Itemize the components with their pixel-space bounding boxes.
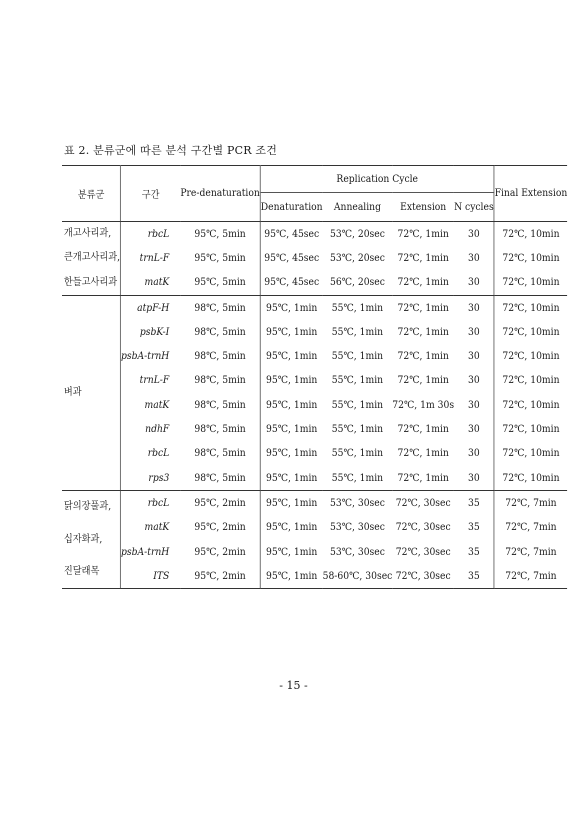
annealing-cell: 55℃, 1min bbox=[331, 424, 384, 436]
region-cell: rbcL bbox=[147, 497, 170, 509]
n-cycles-cell: 30 bbox=[454, 466, 494, 491]
table-row bbox=[62, 246, 567, 270]
extension-cell: 72℃, 30sec bbox=[392, 564, 454, 589]
n-cycles-cell: 30 bbox=[468, 424, 480, 436]
n-cycles-cell: 30 bbox=[468, 228, 480, 240]
region-cell: matK bbox=[144, 399, 170, 411]
family-cell bbox=[62, 491, 121, 589]
annealing-cell: 55℃, 1min bbox=[323, 466, 393, 491]
region-cell: ndhF bbox=[145, 424, 170, 436]
denaturation-cell: 95℃, 1min bbox=[266, 326, 318, 338]
extension-cell: 72℃, 1min bbox=[397, 252, 449, 264]
family-name: 진달래목 bbox=[63, 566, 100, 578]
region-cell: psbA-trnH bbox=[121, 546, 170, 558]
final-extension-cell: 72℃, 7min bbox=[494, 564, 567, 589]
denaturation-cell: 95℃, 1min bbox=[266, 399, 318, 411]
extension-cell: 72℃, 1min bbox=[397, 351, 449, 363]
extension-cell: 72℃, 1min bbox=[397, 375, 449, 387]
denaturation-cell: 95℃, 45sec bbox=[264, 252, 320, 264]
final-extension-cell: 72℃, 10min bbox=[494, 271, 567, 296]
header-pre-denaturation: Pre-denaturation bbox=[180, 166, 260, 222]
extension-cell: 72℃, 1min bbox=[397, 302, 449, 314]
region-cell: psbA-trnH bbox=[121, 351, 170, 363]
pre-denaturation-cell: 95℃, 5min bbox=[180, 246, 260, 270]
denaturation-cell: 95℃, 1min bbox=[266, 302, 318, 314]
header-final-extension: Final Extension bbox=[494, 166, 567, 222]
extension-cell: 72℃, 1min bbox=[392, 271, 454, 296]
annealing-cell: 53℃, 30sec bbox=[330, 546, 385, 558]
table-row bbox=[62, 442, 567, 466]
n-cycles-cell: 30 bbox=[468, 326, 480, 338]
denaturation-cell: 95℃, 45sec bbox=[264, 228, 320, 240]
extension-cell: 72℃, 30sec bbox=[395, 522, 451, 534]
final-extension-cell: 72℃, 10min bbox=[494, 295, 567, 320]
denaturation-cell: 95℃, 1min bbox=[260, 466, 322, 491]
n-cycles-cell: 30 bbox=[468, 399, 480, 411]
table-row bbox=[62, 295, 567, 320]
family-name: 벼과 bbox=[63, 387, 82, 399]
region-cell: rps3 bbox=[121, 466, 181, 491]
denaturation-cell: 95℃, 1min bbox=[266, 448, 318, 460]
extension-cell: 72℃, 1min bbox=[397, 228, 449, 240]
family-name: 십자화과, bbox=[63, 533, 103, 545]
denaturation-cell: 95℃, 1min bbox=[266, 522, 318, 534]
annealing-cell: 55℃, 1min bbox=[331, 351, 384, 363]
family-cell bbox=[62, 295, 121, 490]
denaturation-cell: 95℃, 1min bbox=[266, 375, 318, 387]
final-extension-cell: 72℃, 10min bbox=[494, 442, 567, 466]
annealing-cell: 58-60℃, 30sec bbox=[323, 564, 393, 589]
n-cycles-cell: 30 bbox=[468, 252, 480, 264]
final-extension-cell: 72℃, 10min bbox=[494, 222, 567, 247]
annealing-cell: 55℃, 1min bbox=[331, 448, 384, 460]
annealing-cell: 55℃, 1min bbox=[331, 375, 384, 387]
table-row bbox=[62, 491, 567, 516]
pre-denaturation-cell: 98℃, 5min bbox=[180, 417, 260, 441]
page-number: - 15 - bbox=[279, 679, 308, 692]
extension-cell: 72℃, 1m 30s bbox=[392, 399, 455, 411]
pre-denaturation-cell: 98℃, 5min bbox=[180, 442, 260, 466]
final-extension-cell: 72℃, 10min bbox=[494, 320, 567, 344]
annealing-cell: 55℃, 1min bbox=[331, 302, 384, 314]
denaturation-cell: 95℃, 1min bbox=[266, 424, 318, 436]
table-row bbox=[62, 516, 567, 540]
header-replication-cycle: Replication Cycle bbox=[260, 166, 494, 193]
region-cell: trnL-F bbox=[139, 375, 170, 387]
pre-denaturation-cell: 98℃, 5min bbox=[180, 295, 260, 320]
table-row bbox=[62, 271, 567, 296]
table-caption: 표 2. 분류군에 따른 분석 구간별 PCR 조건 bbox=[64, 144, 278, 157]
header-region: 구간 bbox=[121, 166, 181, 222]
extension-cell: 72℃, 1min bbox=[397, 326, 449, 338]
region-cell: rbcL bbox=[147, 228, 170, 240]
n-cycles-cell: 35 bbox=[468, 522, 480, 534]
table-row bbox=[62, 417, 567, 441]
region-cell: matK bbox=[121, 271, 181, 296]
family-cell bbox=[62, 222, 121, 296]
n-cycles-cell: 30 bbox=[468, 375, 480, 387]
denaturation-cell: 95℃, 1min bbox=[260, 564, 322, 589]
pre-denaturation-cell: 98℃, 5min bbox=[180, 320, 260, 344]
region-cell: matK bbox=[144, 522, 170, 534]
region-cell: ITS bbox=[121, 564, 181, 589]
table-row bbox=[62, 393, 567, 417]
annealing-cell: 55℃, 1min bbox=[331, 399, 384, 411]
header-extension: Extension bbox=[392, 193, 454, 222]
n-cycles-cell: 30 bbox=[468, 302, 480, 314]
extension-cell: 72℃, 1min bbox=[397, 448, 449, 460]
region-cell: psbK-I bbox=[139, 326, 170, 338]
pre-denaturation-cell: 95℃, 5min bbox=[180, 222, 260, 247]
table-row bbox=[62, 222, 567, 247]
header-group: 분류군 bbox=[62, 166, 121, 222]
final-extension-cell: 72℃, 10min bbox=[494, 393, 567, 417]
annealing-cell: 53℃, 20sec bbox=[330, 252, 385, 264]
final-extension-cell: 72℃, 10min bbox=[494, 246, 567, 270]
table-row bbox=[62, 369, 567, 393]
header-n-cycles: N cycles bbox=[454, 193, 494, 222]
n-cycles-cell: 35 bbox=[468, 546, 480, 558]
header-denaturation: Denaturation bbox=[260, 193, 322, 222]
n-cycles-cell: 30 bbox=[454, 271, 494, 296]
annealing-cell: 53℃, 30sec bbox=[330, 522, 385, 534]
family-name: 개고사리과, bbox=[63, 228, 112, 239]
denaturation-cell: 95℃, 1min bbox=[266, 497, 318, 509]
extension-cell: 72℃, 1min bbox=[397, 424, 449, 436]
final-extension-cell: 72℃, 10min bbox=[494, 417, 567, 441]
region-cell: atpF-H bbox=[137, 302, 170, 314]
annealing-cell: 56℃, 20sec bbox=[323, 271, 393, 296]
final-extension-cell: 72℃, 10min bbox=[494, 369, 567, 393]
n-cycles-cell: 30 bbox=[468, 448, 480, 460]
final-extension-cell: 72℃, 10min bbox=[494, 344, 567, 368]
pre-denaturation-cell: 98℃, 5min bbox=[180, 393, 260, 417]
final-extension-cell: 72℃, 7min bbox=[494, 516, 567, 540]
family-name: 한들고사리과 bbox=[63, 276, 118, 288]
annealing-cell: 53℃, 20sec bbox=[330, 228, 385, 240]
pre-denaturation-cell: 95℃, 2min bbox=[180, 540, 260, 564]
family-name: 닭의장풀과, bbox=[63, 501, 112, 513]
n-cycles-cell: 30 bbox=[468, 351, 480, 363]
final-extension-cell: 72℃, 7min bbox=[494, 540, 567, 564]
denaturation-cell: 95℃, 1min bbox=[266, 546, 318, 558]
denaturation-cell: 95℃, 45sec bbox=[260, 271, 322, 296]
extension-cell: 72℃, 30sec bbox=[395, 497, 451, 509]
pre-denaturation-cell: 95℃, 2min bbox=[180, 516, 260, 540]
n-cycles-cell: 35 bbox=[454, 564, 494, 589]
table-body bbox=[62, 222, 567, 589]
extension-cell: 72℃, 30sec bbox=[395, 546, 451, 558]
region-cell: trnL-F bbox=[139, 252, 170, 264]
table-row bbox=[62, 466, 567, 491]
family-name: 큰개고사리과, bbox=[63, 252, 121, 264]
table-row bbox=[62, 344, 567, 368]
n-cycles-cell: 35 bbox=[468, 497, 480, 509]
annealing-cell: 53℃, 30sec bbox=[330, 497, 385, 509]
pre-denaturation-cell: 98℃, 5min bbox=[180, 344, 260, 368]
region-cell: rbcL bbox=[147, 448, 170, 460]
pcr-conditions-table bbox=[62, 165, 567, 589]
annealing-cell: 55℃, 1min bbox=[331, 326, 384, 338]
pre-denaturation-cell: 95℃, 2min bbox=[180, 491, 260, 516]
denaturation-cell: 95℃, 1min bbox=[266, 351, 318, 363]
final-extension-cell: 72℃, 7min bbox=[494, 491, 567, 516]
table-row bbox=[62, 564, 567, 589]
pre-denaturation-cell: 98℃, 5min bbox=[180, 369, 260, 393]
pre-denaturation-cell: 95℃, 5min bbox=[180, 271, 260, 296]
extension-cell: 72℃, 1min bbox=[392, 466, 454, 491]
header-annealing: Annealing bbox=[323, 193, 393, 222]
table-row bbox=[62, 540, 567, 564]
pre-denaturation-cell: 95℃, 2min bbox=[180, 564, 260, 589]
pre-denaturation-cell: 98℃, 5min bbox=[180, 466, 260, 491]
table-row bbox=[62, 320, 567, 344]
final-extension-cell: 72℃, 10min bbox=[494, 466, 567, 491]
